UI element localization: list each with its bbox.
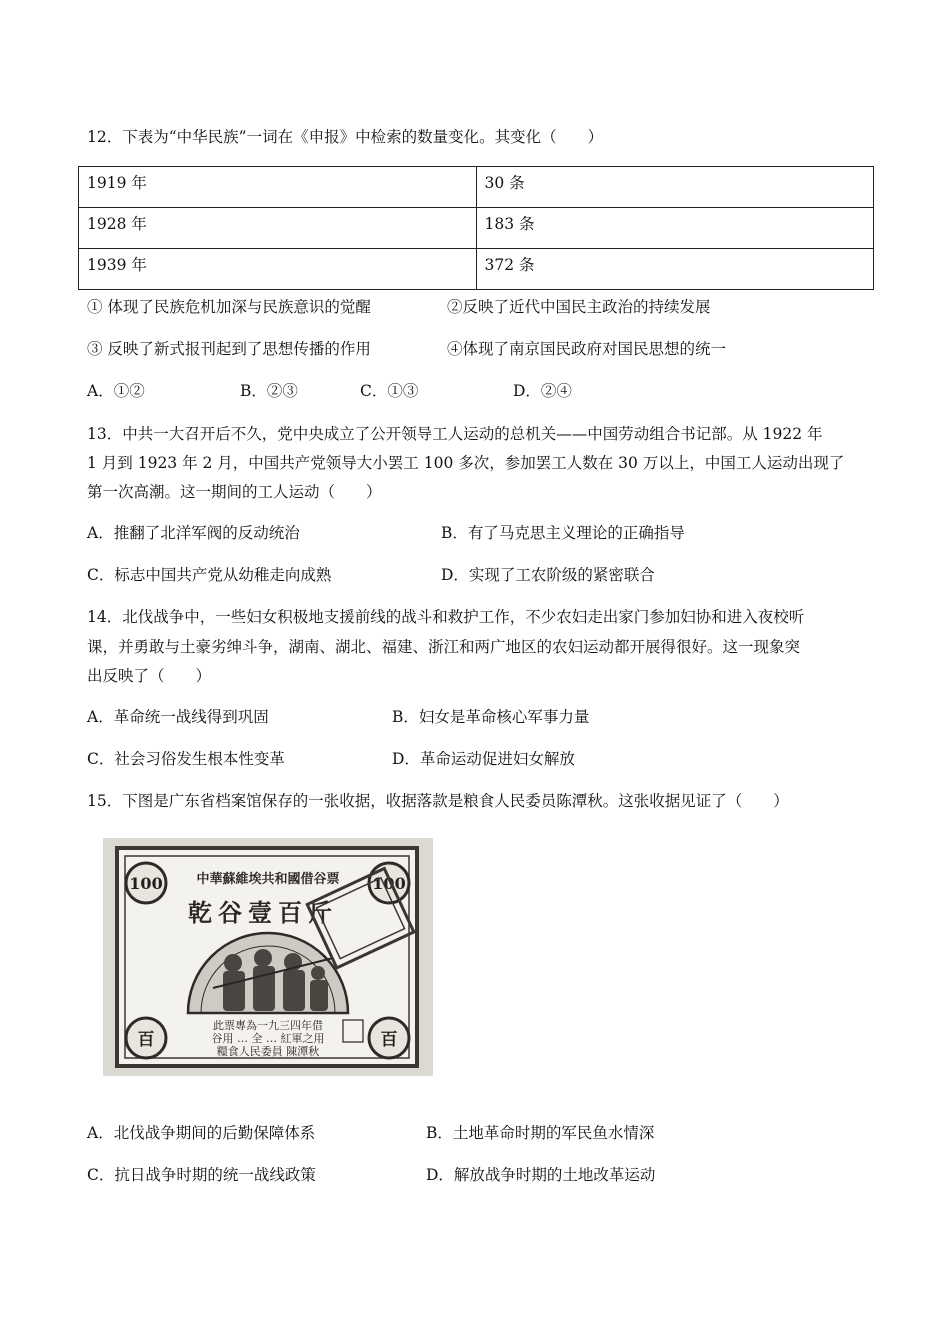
receipt-footer-line: 糧食人民委員 陳潭秋 (216, 1045, 320, 1058)
receipt-corner-char: 百 (380, 1030, 398, 1050)
receipt-corner-numeral: 100 (129, 874, 163, 893)
q12-statement-1: ① 体现了民族危机加深与民族意识的觉醒 (87, 298, 371, 316)
q13-option-a[interactable]: A．推翻了北洋军阀的反动统治 (87, 524, 300, 542)
receipt-denomination: 乾谷壹百斤 (188, 898, 338, 927)
q13-stem-line-2: 1 月到 1923 年 2 月，中国共产党领导大小罢工 100 多次，参加罢工人数在 30 万以上，中国工人运动出现了 (87, 454, 845, 472)
table-cell-count: 372 条 (476, 249, 874, 290)
q12-statement-2: ②反映了近代中国民主政治的持续发展 (447, 298, 711, 316)
receipt-corner-char: 百 (137, 1030, 155, 1050)
receipt-footer-line: 谷用 … 全 … 紅軍之用 (211, 1032, 325, 1045)
q13-option-d[interactable]: D．实现了工农阶级的紧密联合 (441, 566, 655, 584)
q12-stem: 12．下表为“中华民族”一词在《申报》中检索的数量变化。其变化（ ） (87, 128, 604, 146)
receipt-header: 中華蘇維埃共和國借谷票 (196, 872, 340, 887)
q15-option-d[interactable]: D．解放战争时期的土地改革运动 (426, 1166, 656, 1184)
q12-option-b[interactable]: B．②③ (240, 382, 298, 400)
q12-option-a[interactable]: A．①② (87, 382, 145, 400)
table-cell-year: 1928 年 (79, 208, 477, 249)
grain-receipt-illustration (103, 838, 433, 1076)
table-row (79, 208, 874, 249)
table-cell-count: 30 条 (476, 167, 874, 208)
table-cell-year: 1939 年 (79, 249, 477, 290)
q13-stem-line-3: 第一次高潮。这一期间的工人运动（ ） (87, 483, 382, 501)
q12-statement-4: ④体现了南京国民政府对国民思想的统一 (447, 340, 727, 358)
q12-option-c[interactable]: C．①③ (360, 382, 419, 400)
table-cell-count: 183 条 (476, 208, 874, 249)
receipt-corner-numeral: 100 (372, 874, 406, 893)
table-cell-year: 1919 年 (79, 167, 477, 208)
q13-option-c[interactable]: C．标志中国共产党从幼稚走向成熟 (87, 566, 332, 584)
q14-option-b[interactable]: B．妇女是革命核心军事力量 (392, 708, 590, 726)
grain-receipt-image (103, 838, 433, 1076)
q13-stem-line-1: 13．中共一大召开后不久，党中央成立了公开领导工人运动的总机关——中国劳动组合书记部。从 1922 年 (87, 425, 823, 443)
q15-option-c[interactable]: C．抗日战争时期的统一战线政策 (87, 1166, 316, 1184)
q12-table (78, 166, 874, 290)
q15-option-a[interactable]: A．北伐战争期间的后勤保障体系 (87, 1124, 316, 1142)
q14-option-a[interactable]: A．革命统一战线得到巩固 (87, 708, 269, 726)
q12-option-d[interactable]: D．②④ (513, 382, 572, 400)
receipt-footer-line: 此票專為一九三四年借 (213, 1019, 323, 1032)
q14-option-c[interactable]: C．社会习俗发生根本性变革 (87, 750, 285, 768)
q14-option-d[interactable]: D．革命运动促进妇女解放 (392, 750, 575, 768)
q12-statement-3: ③ 反映了新式报刊起到了思想传播的作用 (87, 340, 371, 358)
table-row (79, 167, 874, 208)
q15-option-b[interactable]: B．土地革命时期的军民鱼水情深 (426, 1124, 655, 1142)
q15-stem: 15．下图是广东省档案馆保存的一张收据，收据落款是粮食人民委员陈潭秋。这张收据见证了（ ） (87, 792, 789, 810)
q13-option-b[interactable]: B．有了马克思主义理论的正确指导 (441, 524, 685, 542)
q14-stem-line-1: 14．北伐战争中，一些妇女积极地支援前线的战斗和救护工作，不少农妇走出家门参加妇协和进入夜校听 (87, 608, 805, 626)
q14-stem-line-2: 课，并勇敢与土豪劣绅斗争，湖南、湖北、福建、浙江和两广地区的农妇运动都开展得很好。这一现象突 (87, 638, 801, 656)
table-row (79, 249, 874, 290)
q14-stem-line-3: 出反映了（ ） (87, 667, 212, 685)
